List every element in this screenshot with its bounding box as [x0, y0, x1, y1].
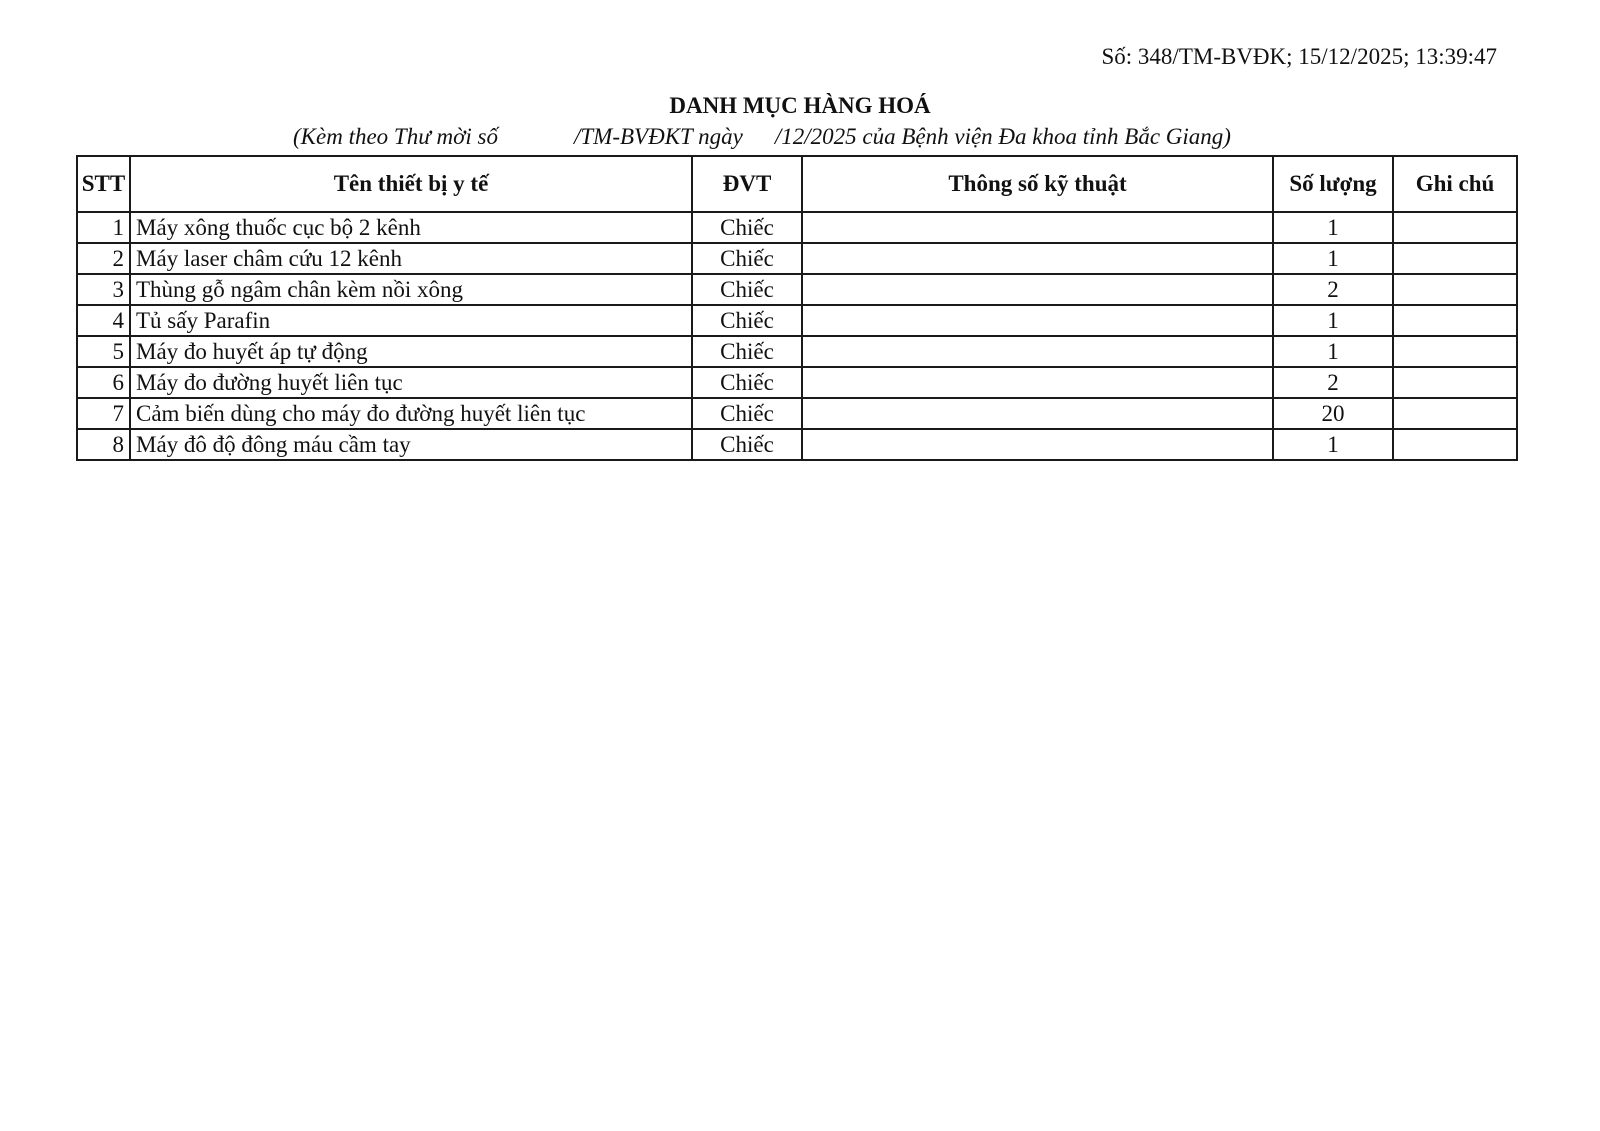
cell-qty: 2	[1273, 367, 1393, 398]
cell-note	[1393, 367, 1517, 398]
cell-stt: 2	[77, 243, 130, 274]
cell-unit: Chiếc	[692, 398, 802, 429]
cell-stt: 8	[77, 429, 130, 460]
cell-spec	[802, 305, 1273, 336]
cell-qty: 1	[1273, 336, 1393, 367]
table-row	[77, 212, 1517, 243]
cell-spec	[802, 212, 1273, 243]
cell-stt: 3	[77, 274, 130, 305]
subtitle-part-1: (Kèm theo Thư mời số	[293, 124, 498, 149]
cell-qty: 1	[1273, 243, 1393, 274]
cell-unit: Chiếc	[692, 429, 802, 460]
cell-unit: Chiếc	[692, 367, 802, 398]
cell-spec	[802, 336, 1273, 367]
cell-note	[1393, 398, 1517, 429]
cell-note	[1393, 212, 1517, 243]
table-row	[77, 367, 1517, 398]
cell-qty: 1	[1273, 305, 1393, 336]
cell-name: Tủ sấy Parafin	[130, 305, 692, 336]
cell-name: Máy laser châm cứu 12 kênh	[130, 243, 692, 274]
cell-name: Máy đo đường huyết liên tục	[130, 367, 692, 398]
cell-unit: Chiếc	[692, 274, 802, 305]
cell-qty: 20	[1273, 398, 1393, 429]
cell-unit: Chiếc	[692, 305, 802, 336]
goods-table	[76, 155, 1518, 461]
table-row	[77, 274, 1517, 305]
subtitle-part-3: /12/2025 của Bệnh viện Đa khoa tỉnh Bắc Giang)	[774, 124, 1231, 149]
cell-note	[1393, 429, 1517, 460]
cell-spec	[802, 367, 1273, 398]
cell-stt: 4	[77, 305, 130, 336]
column-header-spec: Thông số kỹ thuật	[802, 156, 1273, 212]
cell-note	[1393, 305, 1517, 336]
table-header-row	[77, 156, 1517, 212]
column-header-name: Tên thiết bị y tế	[130, 156, 692, 212]
page-title: DANH MỤC HÀNG HOÁ	[669, 93, 931, 118]
cell-qty: 2	[1273, 274, 1393, 305]
page-subtitle	[293, 124, 1231, 150]
cell-name: Máy đo huyết áp tự động	[130, 336, 692, 367]
cell-spec	[802, 243, 1273, 274]
cell-stt: 1	[77, 212, 130, 243]
cell-stt: 7	[77, 398, 130, 429]
table-row	[77, 336, 1517, 367]
subtitle-part-2: /TM-BVĐKT ngày	[573, 124, 743, 149]
table-row	[77, 243, 1517, 274]
column-header-note: Ghi chú	[1393, 156, 1517, 212]
cell-spec	[802, 429, 1273, 460]
cell-note	[1393, 274, 1517, 305]
cell-note	[1393, 243, 1517, 274]
cell-unit: Chiếc	[692, 243, 802, 274]
document-reference: Số: 348/TM-BVĐK; 15/12/2025; 13:39:47	[1101, 44, 1497, 69]
column-header-qty: Số lượng	[1273, 156, 1393, 212]
column-header-stt: STT	[77, 156, 130, 212]
table-row	[77, 305, 1517, 336]
cell-spec	[802, 398, 1273, 429]
cell-name: Máy xông thuốc cục bộ 2 kênh	[130, 212, 692, 243]
cell-qty: 1	[1273, 212, 1393, 243]
cell-stt: 6	[77, 367, 130, 398]
table-row	[77, 398, 1517, 429]
column-header-unit: ĐVT	[692, 156, 802, 212]
cell-unit: Chiếc	[692, 336, 802, 367]
cell-qty: 1	[1273, 429, 1393, 460]
cell-stt: 5	[77, 336, 130, 367]
cell-note	[1393, 336, 1517, 367]
table-row	[77, 429, 1517, 460]
cell-name: Cảm biến dùng cho máy đo đường huyết liên tục	[130, 398, 692, 429]
cell-name: Máy đô độ đông máu cầm tay	[130, 429, 692, 460]
cell-name: Thùng gỗ ngâm chân kèm nồi xông	[130, 274, 692, 305]
cell-unit: Chiếc	[692, 212, 802, 243]
cell-spec	[802, 274, 1273, 305]
